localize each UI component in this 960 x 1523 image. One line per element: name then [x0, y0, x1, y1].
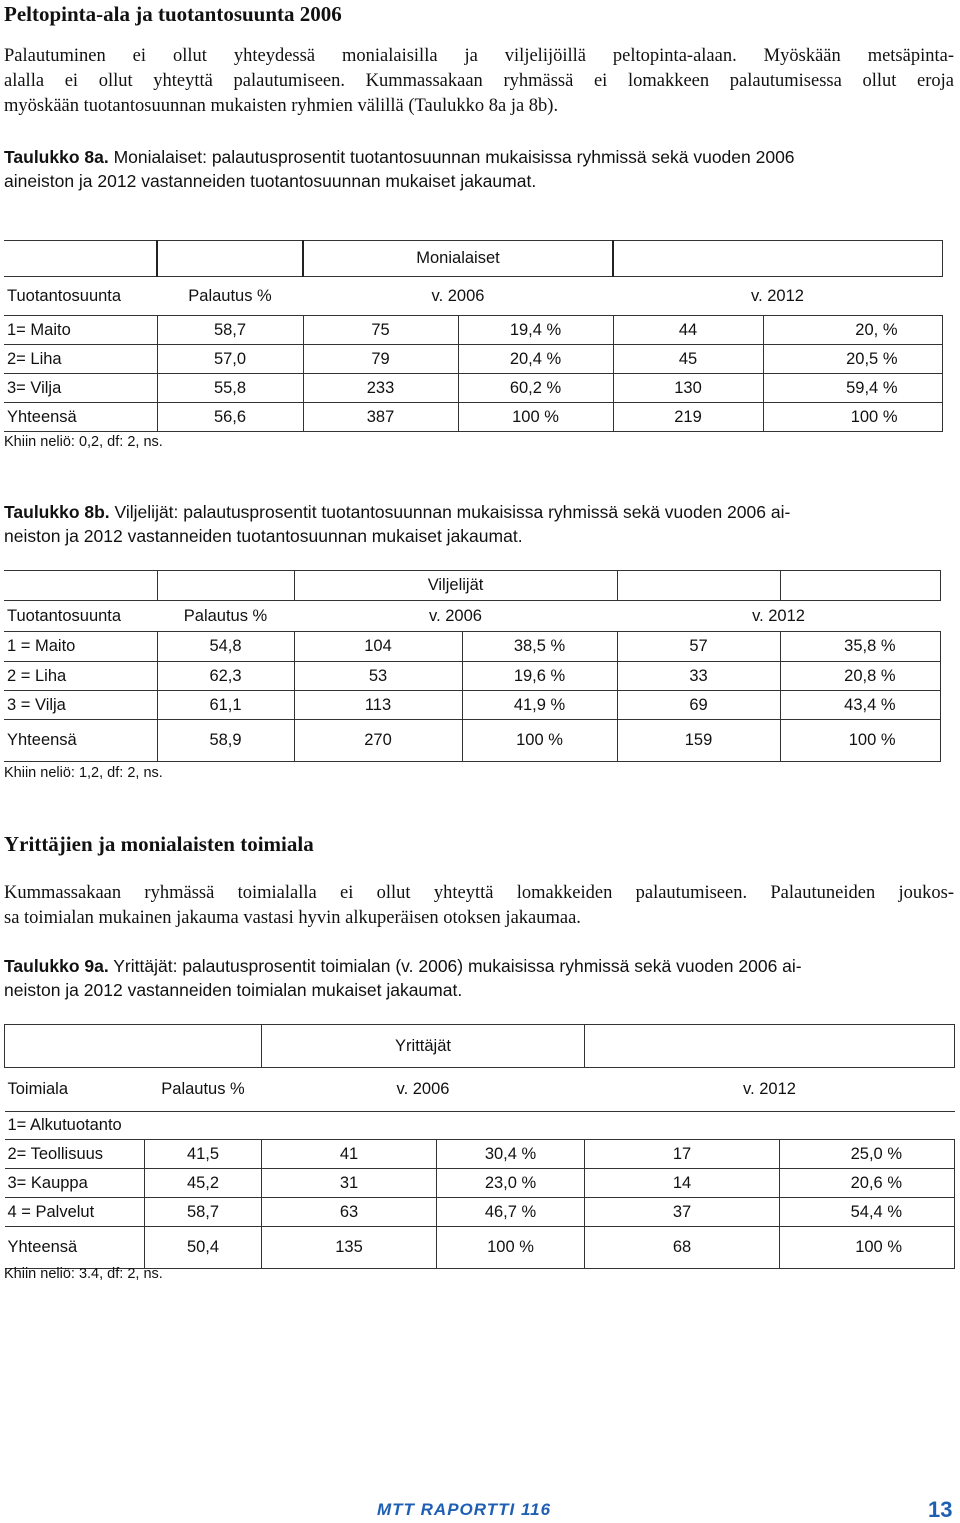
table-cell: 57,0: [157, 345, 303, 374]
caption-text: Monialaiset: palautusprosentit tuotantosuunnan mukaisissa ryhmissä sekä vuoden 2006: [108, 147, 795, 167]
table-cell: 33: [617, 662, 780, 691]
column-header: Palautus %: [188, 286, 272, 305]
table-row: [4, 662, 940, 691]
table-8a: [4, 240, 943, 432]
table-row: [5, 1198, 955, 1227]
table-row: [4, 720, 940, 762]
table-9a: [4, 1024, 955, 1269]
table-cell: 59,4 %: [763, 374, 942, 403]
column-header: v. 2006: [431, 286, 485, 305]
table-cell: 2 = Liha: [4, 662, 157, 691]
caption-text: neiston ja 2012 vastanneiden toimialan mukaiset jakaumat.: [4, 980, 463, 1000]
table-cell: 56,6: [157, 403, 303, 432]
table-cell: 61,1: [157, 691, 294, 720]
table-cell: 1= Alkutuotanto: [5, 1112, 262, 1140]
table-caption: [4, 145, 954, 193]
table-cell: 55,8: [157, 374, 303, 403]
column-header: Toimiala: [7, 1080, 69, 1098]
table-cell: 135: [262, 1227, 437, 1269]
table-header-row: [5, 1068, 955, 1112]
table-cell: 58,7: [145, 1198, 262, 1227]
caption-text: Viljelijät: palautusprosentit tuotantosuunnan mukaisissa ryhmissä sekä vuoden 2006 ai-: [109, 502, 791, 522]
table-cell: Yhteensä: [5, 1227, 145, 1269]
table-group-header-row: [5, 1025, 955, 1068]
column-header: v. 2006: [429, 606, 482, 625]
table-cell: 130: [613, 374, 763, 403]
body-paragraph: [4, 881, 954, 931]
table-cell: 20,8 %: [780, 662, 940, 691]
table-cell: 100 %: [437, 1227, 585, 1269]
table-row: [5, 1169, 955, 1198]
paragraph-line: Palautuminen ei ollut yhteydessä monialaisilla ja viljelijöillä peltopinta-alaan. Myöskään metsäpinta-: [4, 46, 954, 66]
column-header: Palautus %: [161, 1080, 245, 1098]
paragraph-line: myöskään tuotantosuunnan mukaisten ryhmien välillä (Taulukko 8a ja 8b).: [4, 96, 559, 116]
table-group-header-row: [4, 241, 942, 277]
table-cell: 62,3: [157, 662, 294, 691]
caption-text: Yrittäjät: palautusprosentit toimialan (v. 2006) mukaisissa ryhmissä sekä vuoden 2006 ai-: [108, 956, 802, 976]
table-group-header-row: [4, 571, 940, 601]
table-row: [4, 374, 942, 403]
table-row: [4, 403, 942, 432]
table-row: [5, 1227, 955, 1269]
caption-label: Taulukko 8b.: [4, 502, 110, 522]
table-cell: 387: [303, 403, 458, 432]
table-cell: 19,4 %: [458, 316, 613, 345]
table-cell: 45: [613, 345, 763, 374]
table-cell: 104: [294, 632, 462, 662]
table-cell: 41,9 %: [462, 691, 617, 720]
table-caption: [4, 500, 954, 548]
table-note: Khiin neliö: 1,2, df: 2, ns.: [4, 765, 163, 781]
table-cell: 53: [294, 662, 462, 691]
caption-label: Taulukko 8a.: [4, 147, 109, 167]
column-header: Tuotantosuunta: [7, 286, 122, 305]
table-cell: Yhteensä: [4, 720, 157, 762]
table-cell: 69: [617, 691, 780, 720]
page-number: 13: [928, 1497, 953, 1522]
table-cell: 58,7: [157, 316, 303, 345]
table-cell: 100 %: [780, 1227, 955, 1269]
table-row: [4, 345, 942, 374]
table-cell: 2= Teollisuus: [5, 1140, 145, 1169]
table-row: [4, 691, 940, 720]
table-cell: 25,0 %: [780, 1140, 955, 1169]
table-cell: 37: [585, 1198, 780, 1227]
table-cell: 54,4 %: [780, 1198, 955, 1227]
table-cell: 100 %: [763, 403, 942, 432]
table-row: [5, 1140, 955, 1169]
table-cell: 68: [585, 1227, 780, 1269]
table-cell: 233: [303, 374, 458, 403]
column-header: v. 2012: [751, 286, 804, 305]
table-cell: 3= Kauppa: [5, 1169, 145, 1198]
table-cell: 159: [617, 720, 780, 762]
table-caption: [4, 954, 954, 1002]
table-cell: 20,6 %: [780, 1169, 955, 1198]
table-cell: 219: [613, 403, 763, 432]
table-header-row: [4, 601, 940, 632]
table-cell: 38,5 %: [462, 632, 617, 662]
table-cell: 50,4: [145, 1227, 262, 1269]
column-header: Tuotantosuunta: [7, 606, 122, 625]
group-header: Viljelijät: [294, 571, 617, 601]
table-cell: 100 %: [780, 720, 940, 762]
table-cell: 31: [262, 1169, 437, 1198]
table-cell: Yhteensä: [4, 403, 157, 432]
table-cell: 270: [294, 720, 462, 762]
table-cell: 23,0 %: [437, 1169, 585, 1198]
group-header: Monialaiset: [303, 241, 613, 277]
table-cell: 4 = Palvelut: [5, 1198, 145, 1227]
table-cell: 46,7 %: [437, 1198, 585, 1227]
table-row: [4, 316, 942, 345]
table-cell: 41,5: [145, 1140, 262, 1169]
table-cell: 1 = Maito: [4, 632, 157, 662]
table-cell: 45,2: [145, 1169, 262, 1198]
section-heading: Peltopinta-ala ja tuotantosuunta 2006: [4, 2, 342, 26]
table-cell: 19,6 %: [462, 662, 617, 691]
table-cell: 57: [617, 632, 780, 662]
column-header: v. 2012: [752, 606, 805, 625]
table-cell: 100 %: [458, 403, 613, 432]
column-header: v. 2006: [396, 1080, 450, 1098]
table-note: Khiin neliö: 0,2, df: 2, ns.: [4, 434, 163, 450]
table-cell: 2= Liha: [4, 345, 157, 374]
table-cell: 75: [303, 316, 458, 345]
table-cell: 113: [294, 691, 462, 720]
paragraph-line: sa toimialan mukainen jakauma vastasi hyvin alkuperäisen otoksen jakaumaa.: [4, 908, 581, 928]
table-cell: 60,2 %: [458, 374, 613, 403]
table-cell: 30,4 %: [437, 1140, 585, 1169]
paragraph-line: alalla ei ollut yhteyttä palautumiseen. Kummassakaan ryhmässä ei lomakkeen palautumisessa ollut eroja: [4, 71, 954, 91]
paragraph-line: Kummassakaan ryhmässä toimialalla ei ollut yhteyttä lomakkeiden palautumiseen. Palautuneiden joukos-: [4, 883, 954, 903]
table-cell: 79: [303, 345, 458, 374]
table-cell: 35,8 %: [780, 632, 940, 662]
table-cell: 20, %: [763, 316, 942, 345]
table-row: [5, 1112, 955, 1140]
table-cell: 100 %: [462, 720, 617, 762]
table-cell: 17: [585, 1140, 780, 1169]
table-cell: 1= Maito: [4, 316, 157, 345]
table-cell: 3 = Vilja: [4, 691, 157, 720]
body-paragraph: [4, 44, 954, 119]
table-cell: 3= Vilja: [4, 374, 157, 403]
section-heading: Yrittäjien ja monialaisten toimiala: [4, 832, 314, 856]
table-cell: 14: [585, 1169, 780, 1198]
table-cell: 58,9: [157, 720, 294, 762]
publication-logo: MTT RAPORTTI 116: [377, 1500, 552, 1519]
column-header: v. 2012: [743, 1080, 796, 1098]
table-header-row: [4, 277, 942, 316]
table-row: [4, 632, 940, 662]
caption-text: aineiston ja 2012 vastanneiden tuotantosuunnan mukaiset jakaumat.: [4, 171, 537, 191]
table-cell: 20,4 %: [458, 345, 613, 374]
group-header: Yrittäjät: [262, 1025, 585, 1068]
table-cell: 20,5 %: [763, 345, 942, 374]
column-header: Palautus %: [183, 606, 268, 625]
table-cell: 41: [262, 1140, 437, 1169]
table-cell: 43,4 %: [780, 691, 940, 720]
caption-text: neiston ja 2012 vastanneiden tuotantosuunnan mukaiset jakaumat.: [4, 526, 523, 546]
table-cell: 63: [262, 1198, 437, 1227]
table-note: Khiin neliö: 3.4, df: 2, ns.: [4, 1266, 163, 1282]
table-8b: [4, 570, 941, 762]
table-cell: 44: [613, 316, 763, 345]
caption-label: Taulukko 9a.: [4, 956, 109, 976]
table-cell: 54,8: [157, 632, 294, 662]
